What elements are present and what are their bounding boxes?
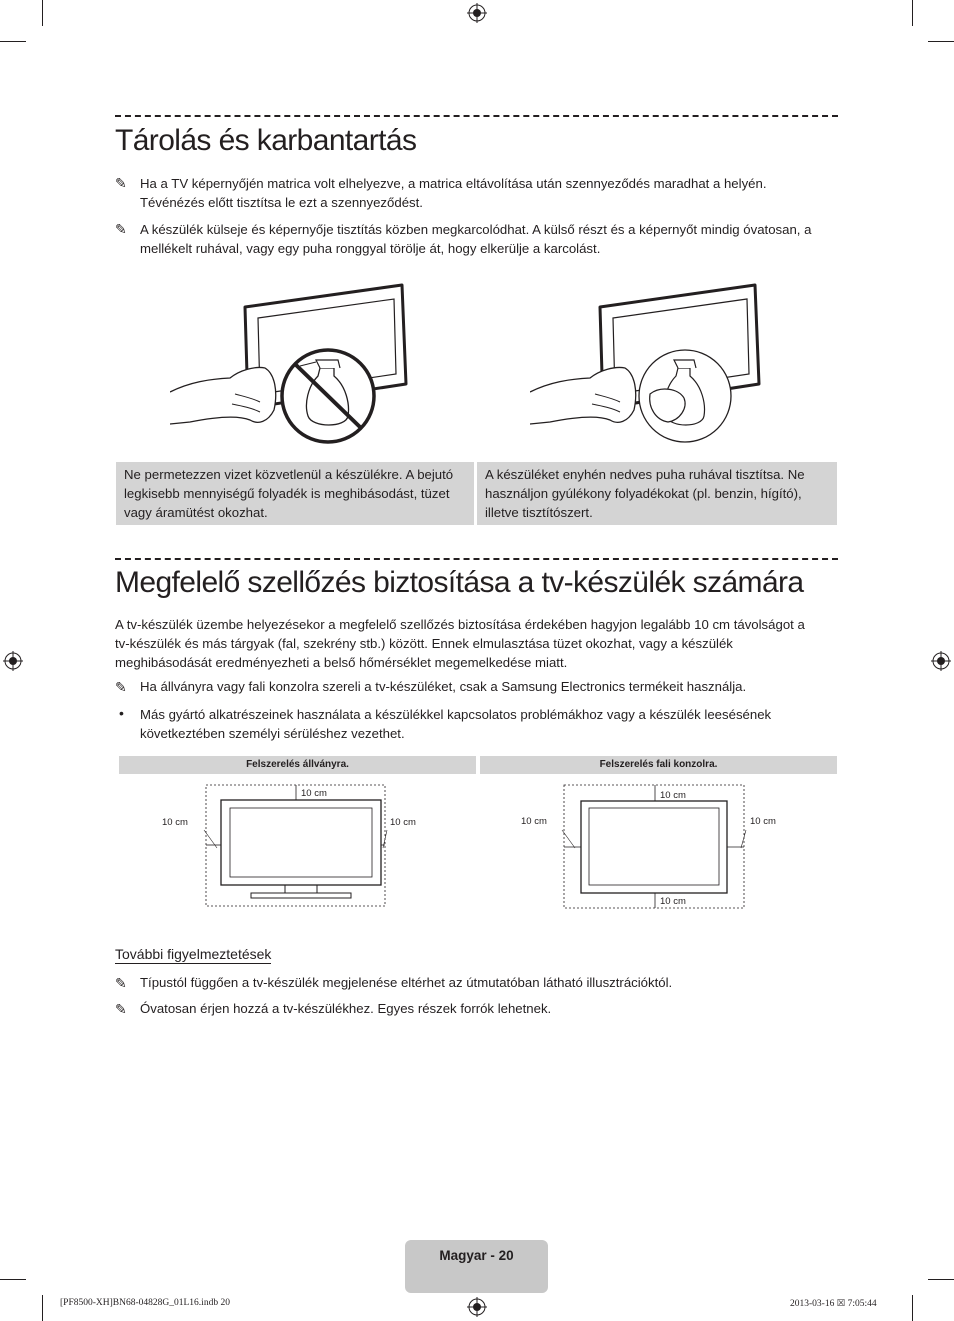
note-hot-parts: Óvatosan érjen hozzá a tv-készülékhez. Egyes részek forrók lehetnek. [140,1001,552,1016]
caption-no-spray: Ne permetezzen vizet közvetlenül a készülékre. A bejutó legkisebb mennyiségű folyadék is meghibásodást, tüzet vagy áramütést okozhat. [116,462,474,525]
section-divider [115,115,838,117]
note-sticker-residue: Ha a TV képernyőjén matrica volt elhelyezve, a matrica eltávolítása után szennyeződés maradhat a helyén. Tévénézés előtt tisztítsa le ezt a szennyeződést. [140,176,767,210]
section-title-storage-maintenance: Tárolás és karbantartás [115,124,417,157]
figure-heading-stand: Felszerelés állványra. [119,756,476,774]
pencil-note-icon: ✎ [115,679,127,695]
illustration-no-spray [170,282,410,452]
crop-mark [0,1279,26,1280]
figure-heading-wall-mount: Felszerelés fali konzolra. [480,756,837,774]
crop-mark [912,1295,913,1321]
registration-mark-icon [3,651,23,671]
clearance-label-bottom: 10 cm [660,896,686,907]
subheading-further-warnings: További figyelmeztetések [115,946,272,962]
note-appearance-may-differ: Típustól függően a tv-készülék megjelenése eltérhet az útmutatóban látható illusztrációktól. [140,975,673,990]
clearance-label-right: 10 cm [390,817,416,828]
section-divider [115,558,838,560]
pencil-note-icon: ✎ [115,1001,127,1017]
page-number-badge: Magyar - 20 [405,1240,548,1293]
registration-mark-icon [467,3,487,23]
diagram-stand-installation [155,780,435,910]
file-info: [PF8500-XH]BN68-04828G_01L16.indb 20 [60,1298,230,1308]
ventilation-intro: A tv-készülék üzembe helyezésekor a megfelelő szellőzés biztosítása érdekében hagyjon legalább 10 cm távolságot a tv-készülék és más tárgyak (fal, szekrény stb.) között. Ennek elmulasztása tüzet okozhat, vagy a készülék meghibásodását eredményezheti a belső hőmérséklet megemelkedése miatt. [115,617,805,670]
diagram-wall-mount-installation [515,780,795,910]
crop-mark [42,0,43,26]
clearance-label-top: 10 cm [301,788,327,799]
note-scratch-warning: A készülék külseje és képernyője tisztítás közben megkarcolódhat. A külső részt és a képernyőt mindig óvatosan, a mellékelt ruhával, vagy egy puha ronggyal törölje át, hogy elkerülje a karcolást. [140,222,812,256]
registration-mark-icon [467,1297,487,1317]
clearance-label-left: 10 cm [162,817,188,828]
clearance-label-top: 10 cm [660,790,686,801]
crop-mark [42,1295,43,1321]
bullet-other-manufacturers: Más gyártó alkatrészeinek használata a készülékkel kapcsolatos problémákhoz vagy a készülék leesésének következtében személyi sérüléshez vezethet. [140,707,772,741]
clearance-label-left: 10 cm [521,816,547,827]
crop-mark [912,0,913,26]
pencil-note-icon: ✎ [115,175,127,191]
pencil-note-icon: ✎ [115,221,127,237]
crop-mark [928,41,954,42]
section-title-ventilation: Megfelelő szellőzés biztosítása a tv-készülék számára [115,566,804,599]
bullet-icon: • [119,705,124,721]
crop-mark [928,1279,954,1280]
print-timestamp: 2013-03-16 ☒ 7:05:44 [790,1299,877,1309]
caption-damp-cloth: A készüléket enyhén nedves puha ruhával tisztítsa. Ne használjon gyúlékony folyadékokat (pl. benzin, hígító), illetve tisztítószert. [477,462,837,525]
pencil-note-icon: ✎ [115,975,127,991]
clearance-label-right: 10 cm [750,816,776,827]
registration-mark-icon [931,651,951,671]
crop-mark [0,41,26,42]
illustration-damp-cloth [530,282,770,452]
note-samsung-parts: Ha állványra vagy fali konzolra szereli a tv-készüléket, csak a Samsung Electronics termékeit használja. [140,679,747,694]
